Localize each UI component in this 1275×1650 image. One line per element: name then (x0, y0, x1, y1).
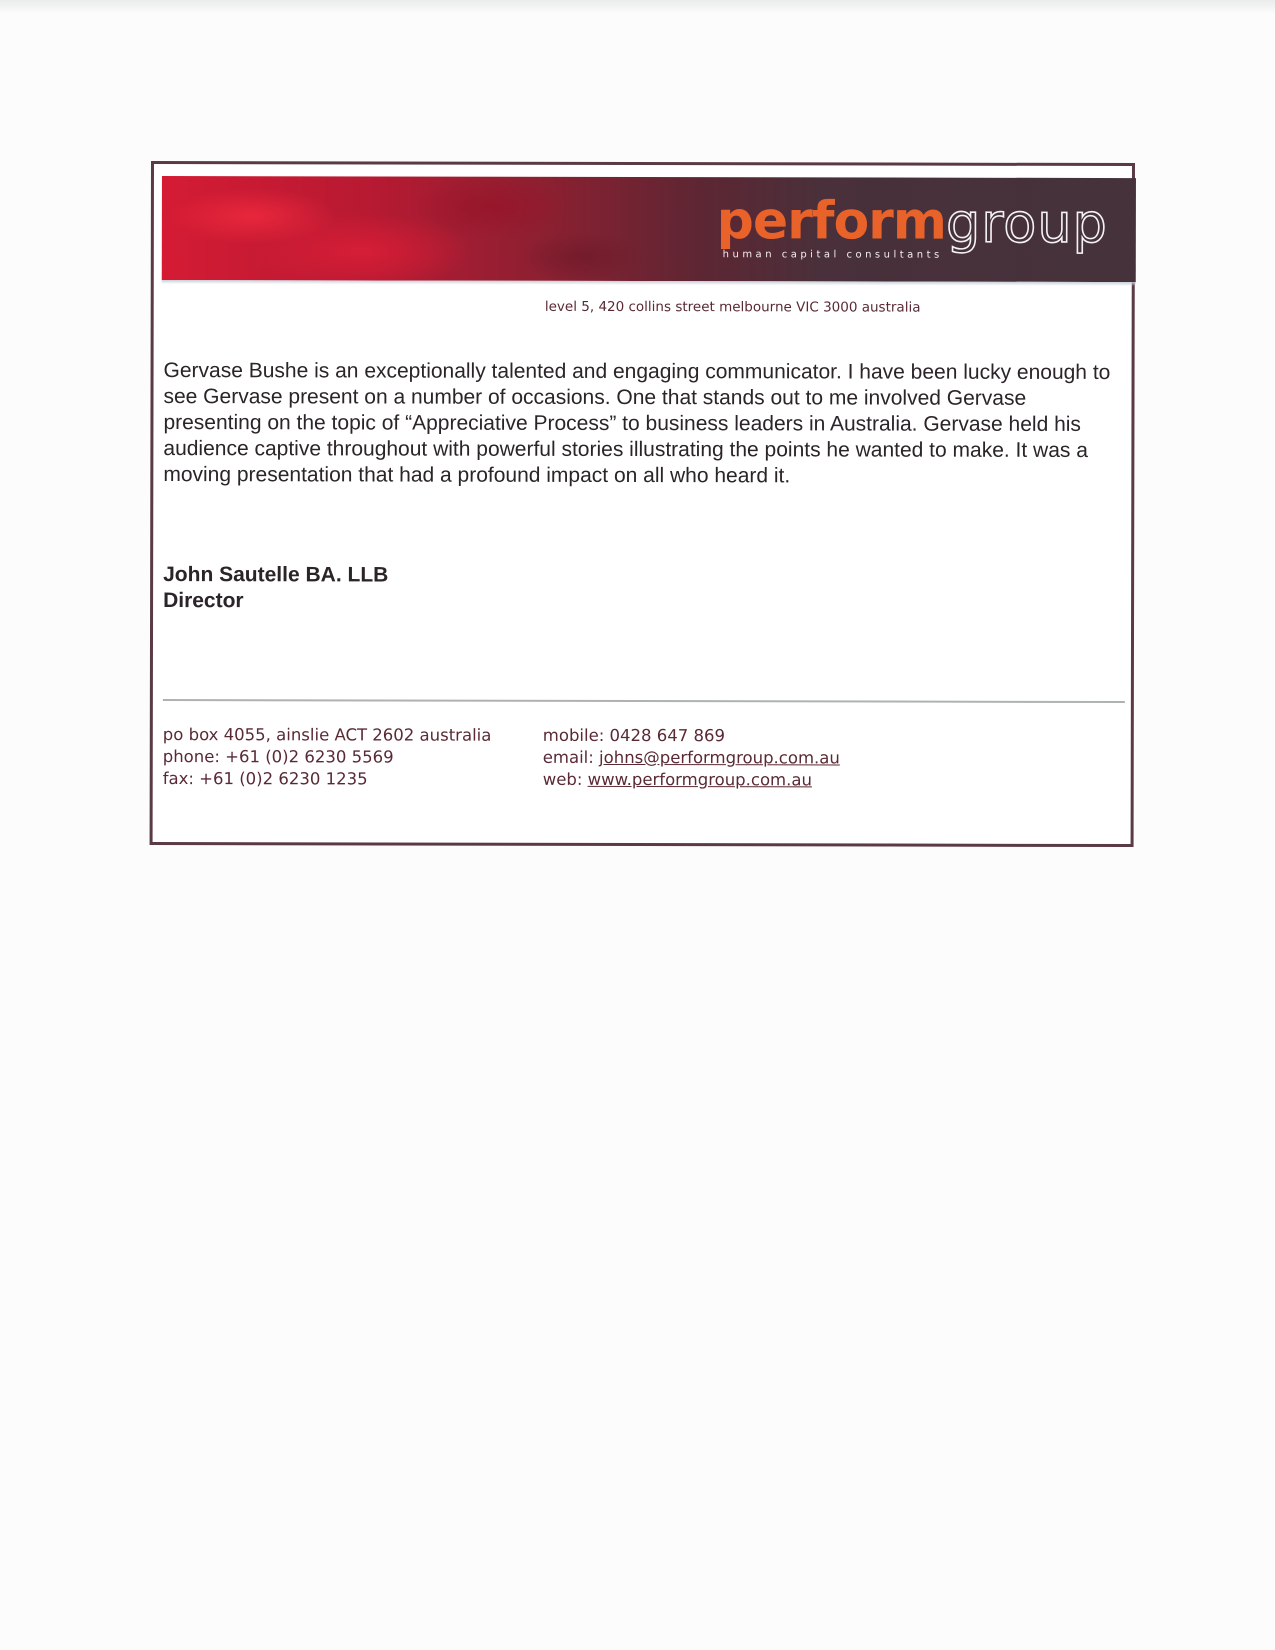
footer-contact-right (543, 725, 840, 792)
footer-fax: fax: +61 (0)2 6230 1235 (162, 769, 368, 789)
website-link[interactable]: www.performgroup.com.au (587, 769, 812, 790)
signature-block (163, 562, 388, 614)
logo-tagline: human capital consultants (722, 249, 943, 261)
footer-email-label: email: (542, 747, 600, 767)
footer-phone: phone: +61 (0)2 6230 5569 (162, 747, 394, 767)
scan-edge (0, 0, 1275, 14)
performgroup-logo (717, 191, 1108, 262)
email-link[interactable]: johns@performgroup.com.au (599, 747, 840, 768)
footer-email-line (543, 747, 840, 770)
banner-shadow (162, 280, 1136, 286)
signatory-title: Director (163, 589, 244, 613)
letter-body: Gervase Bushe is an exceptionally talented and engaging communicator. I have been lucky enough to see Gervase present on a number of occasions. One that stands out to me involved Gervase presenting on the topic of “Appreciative Process” to business leaders in Australia. Gervase held his audience captive throughout with powerful stories illustrating the points he wanted to make. It was a moving presentation that had a profound impact on all who heard it. (163, 359, 1111, 488)
letter-frame (150, 161, 1135, 847)
footer-mobile: mobile: 0428 647 869 (542, 725, 726, 746)
logo-perform-text: perform (716, 191, 947, 252)
footer-po-box: po box 4055, ainslie ACT 2602 australia (162, 725, 492, 745)
letterhead-address: level 5, 420 collins street melbourne VIC 3000 australia (544, 298, 921, 316)
letterhead-banner (162, 176, 1136, 282)
footer-web-label: web: (542, 769, 588, 789)
footer-web-line (543, 769, 840, 792)
signatory-name: John Sautelle BA. LLB (163, 563, 389, 587)
footer-divider (163, 699, 1125, 703)
footer-contact-left (163, 724, 492, 791)
logo-group-text: group (945, 191, 1108, 256)
